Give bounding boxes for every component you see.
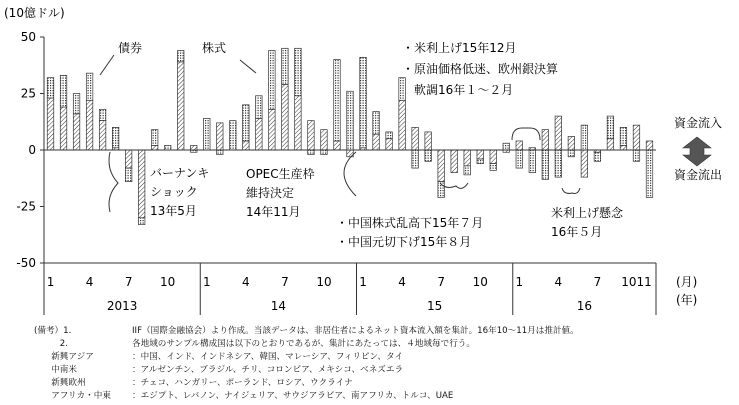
footnote-line — [34, 325, 579, 338]
annotation-taper-2: ショック — [150, 185, 198, 199]
y-tick-label: 0 — [28, 143, 36, 157]
year-label: 15 — [426, 299, 443, 313]
annotation-china-2: ・中国元切下げ15年８月 — [336, 235, 472, 249]
bond-bar — [60, 107, 67, 150]
bond-bar — [190, 145, 197, 150]
year-label: 14 — [270, 299, 287, 313]
footnote-line — [34, 338, 475, 351]
stock-bar — [373, 112, 380, 135]
annotation-bond: 債券 — [118, 41, 143, 55]
stock-bar — [151, 130, 158, 146]
stock-bar — [204, 118, 211, 150]
stock-bar — [99, 109, 106, 120]
stock-bar — [581, 125, 588, 150]
bond-bar — [73, 114, 80, 150]
stock-bar — [633, 150, 640, 161]
bond-bar — [620, 145, 627, 150]
annotation-us-rate-3: 軟調16年１～２月 — [402, 83, 514, 97]
annotation-us-rate2-1: 米利上げ懸念 — [551, 206, 624, 220]
annotations — [100, 40, 722, 249]
stock-bar — [620, 127, 627, 145]
annotation-us-rate-1: ・米利上げ15年12月 — [402, 41, 517, 55]
bond-bar — [555, 116, 562, 150]
y-axis — [16, 30, 44, 270]
stock-bar — [177, 51, 184, 62]
month-tick-label: 10 — [316, 275, 332, 289]
stock-bar — [386, 132, 393, 139]
footnote-line — [34, 351, 403, 364]
stock-bar — [334, 60, 341, 141]
bond-bar — [607, 139, 614, 150]
month-tick-label: 1 — [359, 275, 367, 289]
stock-bar — [555, 150, 562, 177]
month-tick-label: 4 — [554, 275, 563, 289]
month-tick-label: 1 — [515, 275, 524, 289]
month-tick-label: 4 — [85, 275, 94, 289]
month-tick-label: 7 — [593, 275, 602, 289]
bond-bar — [86, 100, 93, 150]
bond-bar — [542, 130, 549, 150]
stock-bar — [321, 150, 328, 155]
flow-direction-icon — [683, 137, 711, 166]
stock-bar — [464, 166, 471, 175]
stock-bar — [542, 150, 549, 179]
bond-bar — [516, 141, 523, 150]
bond-bar — [451, 150, 458, 173]
stock-bar — [243, 105, 250, 141]
bond-bar — [321, 130, 328, 150]
bond-bar — [386, 139, 393, 150]
stock-bar — [529, 150, 536, 173]
footnote-text: ：アルゼンチン、ブラジル、チリ、コロンビア、メキシコ、ベネズエラ — [132, 365, 404, 375]
footnote-text: 各地域のサンプル構成国は以下のとおりであるが、集計にあたっては、４地域毎で行う。 — [132, 339, 475, 349]
stock-bar — [60, 75, 67, 107]
x-axis — [44, 263, 656, 315]
month-tick-label: 1 — [46, 275, 55, 289]
bond-bar — [256, 118, 263, 150]
month-tick-label: 1011 — [621, 275, 652, 289]
bond-bar — [125, 150, 132, 168]
stock-bar — [594, 152, 601, 161]
footnote-key: (備考）1. — [34, 326, 72, 336]
month-tick-label: 7 — [281, 275, 289, 289]
bond-bar — [308, 121, 315, 150]
stock-bar — [217, 150, 224, 155]
annotation-opec-1: OPEC生産枠 — [246, 167, 315, 181]
stock-bar — [347, 91, 354, 150]
bond-bar — [243, 141, 250, 150]
y-tick-label: -25 — [16, 199, 36, 214]
bond-bar — [477, 150, 484, 159]
bond-bar — [581, 150, 588, 177]
year-label: 2013 — [106, 299, 138, 313]
year-label: 16 — [576, 299, 593, 313]
footnote-line — [34, 364, 403, 377]
bond-bar — [177, 62, 184, 150]
footnote-key: 中南米 — [34, 365, 77, 375]
bond-bar — [282, 84, 289, 150]
annotation-stock-arrow — [240, 60, 256, 73]
y-tick-label: -50 — [16, 256, 36, 270]
stock-bar — [646, 150, 653, 197]
stock-bar — [230, 121, 237, 150]
stock-bar — [412, 150, 419, 168]
stock-bar — [125, 168, 132, 182]
footnote-key: 2. — [34, 339, 68, 349]
annotation-us-rate-2: ・原油価格低迷、欧州銀決算 — [402, 62, 559, 76]
stock-bar — [164, 145, 171, 150]
bond-bar — [646, 141, 653, 150]
stock-bar — [86, 73, 93, 100]
stock-bar — [47, 78, 54, 98]
bond-bar — [217, 123, 224, 150]
bond-bar — [399, 100, 406, 150]
opec-bracket — [344, 152, 356, 196]
bond-bar — [438, 150, 445, 182]
bond-bar — [138, 150, 145, 218]
bond-bar — [425, 132, 432, 150]
stock-bar — [73, 94, 80, 114]
annotation-outflow: 資金流出 — [674, 168, 723, 182]
stock-bar — [295, 48, 302, 95]
bond-bar — [568, 136, 575, 150]
annotation-stock: 株式 — [202, 41, 227, 55]
bond-bar — [151, 145, 158, 150]
bond-bar — [99, 121, 106, 150]
footnote-key: 新興欧州 — [34, 378, 86, 388]
stock-bar — [425, 150, 432, 161]
annotation-inflow: 資金流入 — [674, 116, 723, 130]
bond-bar — [464, 150, 471, 166]
stock-bar — [138, 218, 145, 225]
stock-bar — [256, 96, 263, 119]
stock-bar — [360, 57, 367, 147]
stock-bar — [269, 51, 276, 110]
footnote-text: IIF（国際金融協会）より作成。当該データは、非居住者によるネット資本流入額を集計。16年10～11月は推計値。 — [132, 326, 579, 336]
stock-bar — [477, 159, 484, 164]
stock-bar — [568, 150, 575, 157]
annotation-taper-3: 13年5月 — [150, 204, 197, 218]
stock-bar — [282, 48, 289, 84]
stock-bar — [503, 143, 510, 150]
month-tick-label: 10 — [472, 275, 488, 289]
stock-bar — [112, 127, 119, 147]
month-tick-label: 7 — [437, 275, 445, 289]
y-tick-label: 50 — [20, 30, 36, 44]
annotation-taper-1: バーナンキ — [150, 166, 210, 180]
month-tick-label: 4 — [242, 275, 250, 289]
stock-bar — [490, 164, 497, 171]
footnote-text: ：中国、インド、インドネシア、韓国、マレーシア、フィリピン、タイ — [132, 352, 404, 362]
month-tick-label: 4 — [398, 275, 406, 289]
bond-bar — [490, 150, 497, 164]
taper-bracket — [109, 152, 118, 212]
stock-bar — [516, 150, 523, 168]
bond-bar — [269, 109, 276, 150]
x-unit-label: (月) — [676, 275, 698, 289]
us-rate-bracket — [512, 128, 540, 140]
footnote-key: 新興アジア — [34, 352, 94, 362]
stock-bar — [607, 116, 614, 139]
footnote-text: ：エジプト、レバノン、ナイジェリア、サウジアラビア、南アフリカ、トルコ、UAE — [132, 391, 454, 401]
annotation-opec-3: 14年11月 — [246, 205, 301, 219]
bond-bar — [47, 98, 54, 150]
annotation-china-1: ・中国株式乱高下15年７月 — [336, 216, 484, 230]
annotation-us-rate2-2: 16年５月 — [551, 225, 603, 239]
us-rate2-bracket — [562, 188, 580, 193]
bond-bar — [334, 141, 341, 150]
month-tick-label: 10 — [160, 275, 176, 289]
footnote-line — [34, 390, 453, 403]
year-unit-label: (年) — [676, 293, 698, 307]
bars — [44, 48, 656, 224]
bond-bar — [633, 125, 640, 150]
y-tick-label: 25 — [20, 86, 36, 101]
bond-bar — [373, 134, 380, 150]
annotation-opec-2: 維持決定 — [246, 186, 295, 200]
footnote-text: ：チェコ、ハンガリー、ポーランド、ロシア、ウクライナ — [132, 378, 353, 388]
month-tick-label: 1 — [202, 275, 211, 289]
footnote-key: アフリカ・中東 — [34, 391, 111, 401]
footnote-line — [34, 377, 353, 390]
bond-bar — [412, 127, 419, 150]
bond-bar — [295, 96, 302, 150]
annotation-bond-arrow — [100, 55, 114, 75]
stock-bar — [308, 150, 315, 155]
month-tick-label: 7 — [124, 275, 133, 289]
y-unit-label: (10億ドル) — [4, 6, 65, 20]
